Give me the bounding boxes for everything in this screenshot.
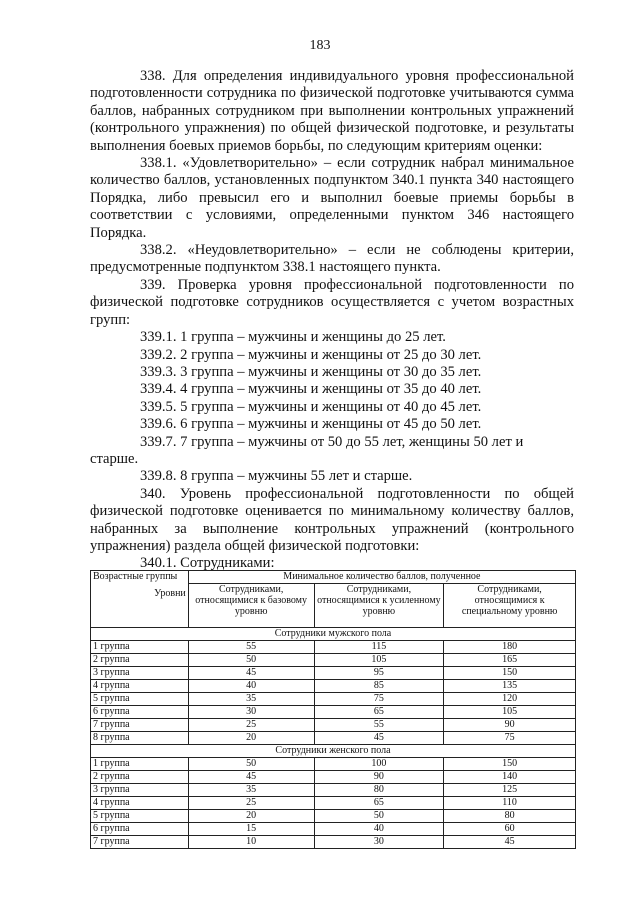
special-cell: 90 <box>444 719 576 732</box>
table-row <box>91 823 576 836</box>
group-cell: 5 группа <box>91 693 189 706</box>
basic-cell: 30 <box>188 706 314 719</box>
table-row <box>91 680 576 693</box>
enhanced-cell: 55 <box>314 719 444 732</box>
enhanced-cell: 50 <box>314 810 444 823</box>
enhanced-cell: 80 <box>314 784 444 797</box>
basic-cell: 45 <box>188 667 314 680</box>
special-cell: 80 <box>444 810 576 823</box>
table-row <box>91 810 576 823</box>
group-item: 339.7. 7 группа – мужчины от 50 до 55 лет, женщины 50 лет и старше. <box>90 433 524 467</box>
table-row <box>91 706 576 719</box>
female-section <box>91 745 576 849</box>
header-min-points: Минимальное количество баллов, полученное <box>188 571 575 584</box>
basic-cell: 55 <box>188 641 314 654</box>
group-cell: 3 группа <box>91 667 189 680</box>
section-male-title: Сотрудники мужского пола <box>91 628 576 641</box>
special-cell: 105 <box>444 706 576 719</box>
enhanced-cell: 115 <box>314 641 444 654</box>
header-special: Сотрудниками, относящимися к специальному уровню <box>444 583 576 627</box>
enhanced-cell: 65 <box>314 797 444 810</box>
group-item: 339.8. 8 группа – мужчины 55 лет и старше. <box>140 468 413 485</box>
paragraph-340: 340. Уровень профессиональной подготовленности по общей физической подготовке оценивается по минимальному количеству баллов, набранных за выполнение контрольных упражнений (контрольного упражнения) раздела общей физической подготовки: <box>90 485 574 554</box>
table-row <box>91 836 576 849</box>
paragraph-339: 339. Проверка уровня профессиональной подготовленности по физической подготовке сотрудников осуществляется с учетом возрастных групп: <box>90 276 574 328</box>
group-cell: 3 группа <box>91 784 189 797</box>
basic-cell: 45 <box>188 771 314 784</box>
basic-cell: 35 <box>188 784 314 797</box>
table-row <box>91 771 576 784</box>
enhanced-cell: 105 <box>314 654 444 667</box>
group-cell: 7 группа <box>91 719 189 732</box>
header-groups-label: Возрастные группы <box>93 571 178 582</box>
enhanced-cell: 90 <box>314 771 444 784</box>
page-number: 183 <box>309 38 331 53</box>
group-cell: 4 группа <box>91 797 189 810</box>
basic-cell: 20 <box>188 732 314 745</box>
special-cell: 125 <box>444 784 576 797</box>
group-item: 339.6. 6 группа – мужчины и женщины от 45 до 50 лет. <box>140 416 482 433</box>
points-table-wrap <box>90 570 576 849</box>
enhanced-cell: 40 <box>314 823 444 836</box>
section-female-title: Сотрудники женского пола <box>91 745 576 758</box>
group-cell: 4 группа <box>91 680 189 693</box>
paragraph-338-1: 338.1. «Удовлетворительно» – если сотрудник набрал минимальное количество баллов, установленных подпунктом 340.1 пункта 340 настоящего Порядка, либо превысил его и выполнил боевые приемы борьбы в соответствии с условиями, определенными пунктом 346 настоящего Порядка. <box>90 155 574 241</box>
enhanced-cell: 30 <box>314 836 444 849</box>
group-item: 339.2. 2 группа – мужчины и женщины от 25 до 30 лет. <box>140 346 482 363</box>
special-cell: 120 <box>444 693 576 706</box>
special-cell: 140 <box>444 771 576 784</box>
group-cell: 1 группа <box>91 641 189 654</box>
basic-cell: 25 <box>188 797 314 810</box>
group-item: 339.5. 5 группа – мужчины и женщины от 40 до 45 лет. <box>140 398 482 415</box>
basic-cell: 20 <box>188 810 314 823</box>
header-groups <box>91 571 189 628</box>
enhanced-cell: 100 <box>314 758 444 771</box>
special-cell: 180 <box>444 641 576 654</box>
special-cell: 135 <box>444 680 576 693</box>
group-cell: 6 группа <box>91 706 189 719</box>
basic-cell: 25 <box>188 719 314 732</box>
table-row <box>91 797 576 810</box>
group-cell: 1 группа <box>91 758 189 771</box>
group-item: 339.3. 3 группа – мужчины и женщины от 30 до 35 лет. <box>140 363 482 380</box>
special-cell: 150 <box>444 667 576 680</box>
special-cell: 60 <box>444 823 576 836</box>
points-table <box>90 570 576 849</box>
table-row <box>91 654 576 667</box>
basic-cell: 40 <box>188 680 314 693</box>
enhanced-cell: 65 <box>314 706 444 719</box>
group-cell: 8 группа <box>91 732 189 745</box>
table-row <box>91 719 576 732</box>
group-item: 339.4. 4 группа – мужчины и женщины от 35 до 40 лет. <box>140 381 482 398</box>
group-cell: 2 группа <box>91 654 189 667</box>
group-cell: 6 группа <box>91 823 189 836</box>
basic-cell: 35 <box>188 693 314 706</box>
special-cell: 165 <box>444 654 576 667</box>
table-row <box>91 758 576 771</box>
special-cell: 110 <box>444 797 576 810</box>
basic-cell: 10 <box>188 836 314 849</box>
body-text <box>90 68 574 573</box>
special-cell: 75 <box>444 732 576 745</box>
table-row <box>91 667 576 680</box>
group-cell: 5 группа <box>91 810 189 823</box>
header-enhanced: Сотрудниками, относящимися к усиленному уровню <box>314 583 444 627</box>
enhanced-cell: 45 <box>314 732 444 745</box>
enhanced-cell: 95 <box>314 667 444 680</box>
paragraph-338: 338. Для определения индивидуального уровня профессиональной подготовленности сотрудника по физической подготовке учитываются сумма баллов, набранных сотрудником при выполнении контрольных упражнений (контрольного упражнения) по общей физической подготовке, и результаты выполнения боевых приемов борьбы, по следующим критериям оценки: <box>90 68 574 154</box>
group-cell: 7 группа <box>91 836 189 849</box>
special-cell: 150 <box>444 758 576 771</box>
enhanced-cell: 75 <box>314 693 444 706</box>
table-row <box>91 784 576 797</box>
group-item: 339.1. 1 группа – мужчины и женщины до 25 лет. <box>140 329 446 346</box>
basic-cell: 15 <box>188 823 314 836</box>
paragraph-338-2: 338.2. «Неудовлетворительно» – если не соблюдены критерии, предусмотренные подпунктом 338.1 настоящего пункта. <box>90 242 574 276</box>
basic-cell: 50 <box>188 654 314 667</box>
group-cell: 2 группа <box>91 771 189 784</box>
header-levels-label: Уровни <box>154 588 186 599</box>
table-row <box>91 641 576 654</box>
subheading-340-1: 340.1. Сотрудниками: <box>140 555 275 572</box>
male-section <box>91 628 576 745</box>
header-basic: Сотрудниками, относящимися к базовому уровню <box>188 583 314 627</box>
table-row <box>91 732 576 745</box>
basic-cell: 50 <box>188 758 314 771</box>
special-cell: 45 <box>444 836 576 849</box>
table-row <box>91 693 576 706</box>
enhanced-cell: 85 <box>314 680 444 693</box>
